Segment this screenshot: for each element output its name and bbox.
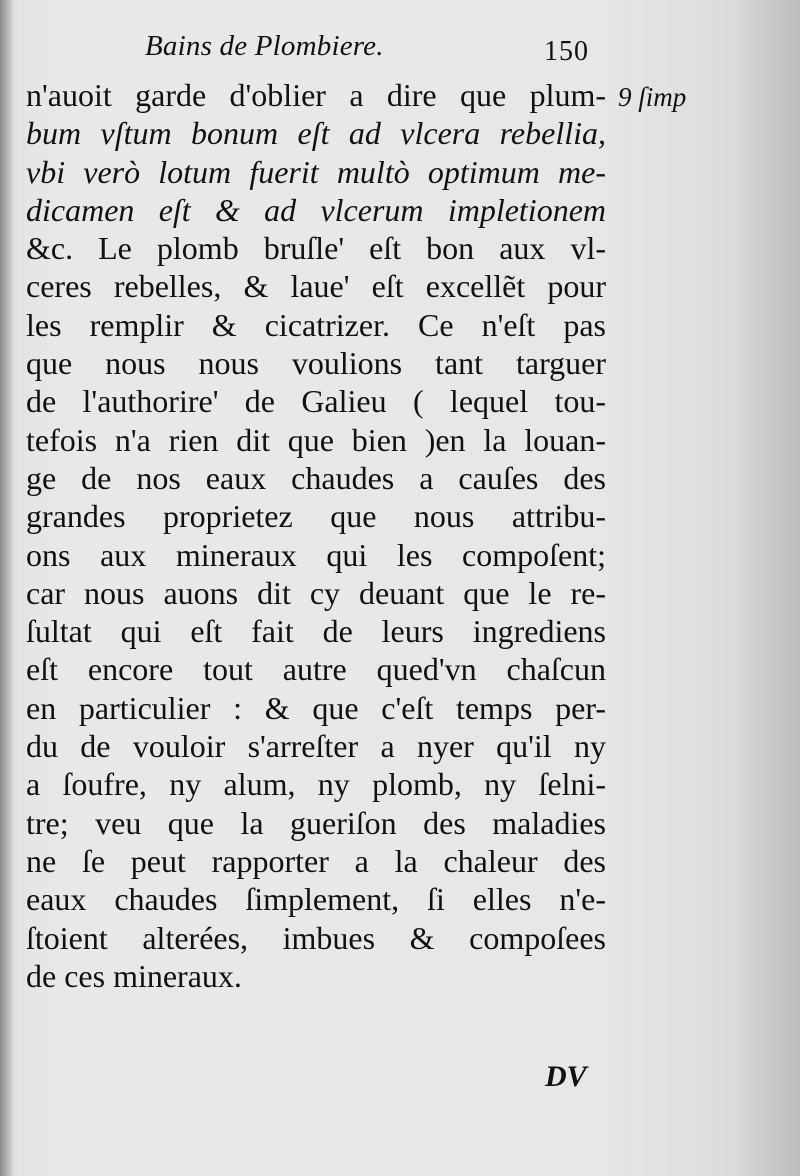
text-line: eaux chaudes ſimplement, ſi elles n'e- bbox=[26, 881, 606, 918]
text-line: ſtoient alterées, imbues & compoſees bbox=[26, 919, 606, 956]
text-line: car nous auons dit cy deuant que le re- bbox=[26, 574, 606, 611]
text-line: que nous nous voulions tant targuer bbox=[26, 345, 606, 382]
binding-shadow bbox=[0, 0, 14, 1176]
text-line: ge de nos eaux chaudes a cauſes des bbox=[26, 459, 606, 496]
text-line: du de vouloir s'arreſter a nyer qu'il ny bbox=[26, 728, 606, 765]
text-line: &c. Le plomb bruſle' eſt bon aux vl- bbox=[26, 230, 606, 267]
text-line: ſultat qui eſt fait de leurs ingrediens bbox=[26, 613, 606, 650]
text-line: tre; veu que la gueriſon des maladies bbox=[26, 804, 606, 841]
text-line: grandes proprietez que nous attribu- bbox=[26, 498, 606, 535]
running-head: Bains de Plombiere. bbox=[145, 30, 384, 62]
margin-note: 9 ſimp bbox=[618, 82, 687, 112]
text-line: dicamen eſt & ad vlcerum impletionem bbox=[26, 191, 606, 228]
text-line: ne ſe peut rapporter a la chaleur des bbox=[26, 842, 606, 879]
text-line: ons aux mineraux qui les compoſent; bbox=[26, 536, 606, 573]
text-line: de ces mineraux. bbox=[26, 957, 242, 994]
text-line: vbi verò lotum fuerit multò optimum me- bbox=[26, 153, 606, 190]
text-line: a ſoufre, ny alum, ny plomb, ny ſelni- bbox=[26, 766, 606, 803]
text-line: ceres rebelles, & laue' eſt excellẽt pour bbox=[26, 268, 606, 305]
text-line: tefois n'a rien dit que bien )en la louan- bbox=[26, 421, 606, 458]
text-line: n'auoit garde d'oblier a dire que plum- bbox=[26, 77, 606, 113]
text-line: en particulier : & que c'eſt temps per- bbox=[26, 689, 606, 726]
text-line: les remplir & cicatrizer. Ce n'eſt pas bbox=[26, 306, 606, 343]
catchword: DV bbox=[545, 1060, 587, 1093]
text-line: eſt encore tout autre qued'vn chaſcun bbox=[26, 651, 606, 688]
text-line: de l'authorire' de Galieu ( lequel tou- bbox=[26, 383, 606, 420]
body-text bbox=[26, 76, 606, 995]
text-line: bum vſtum bonum eſt ad vlcera rebellia, bbox=[26, 115, 606, 152]
page-number: 150 bbox=[544, 36, 589, 67]
